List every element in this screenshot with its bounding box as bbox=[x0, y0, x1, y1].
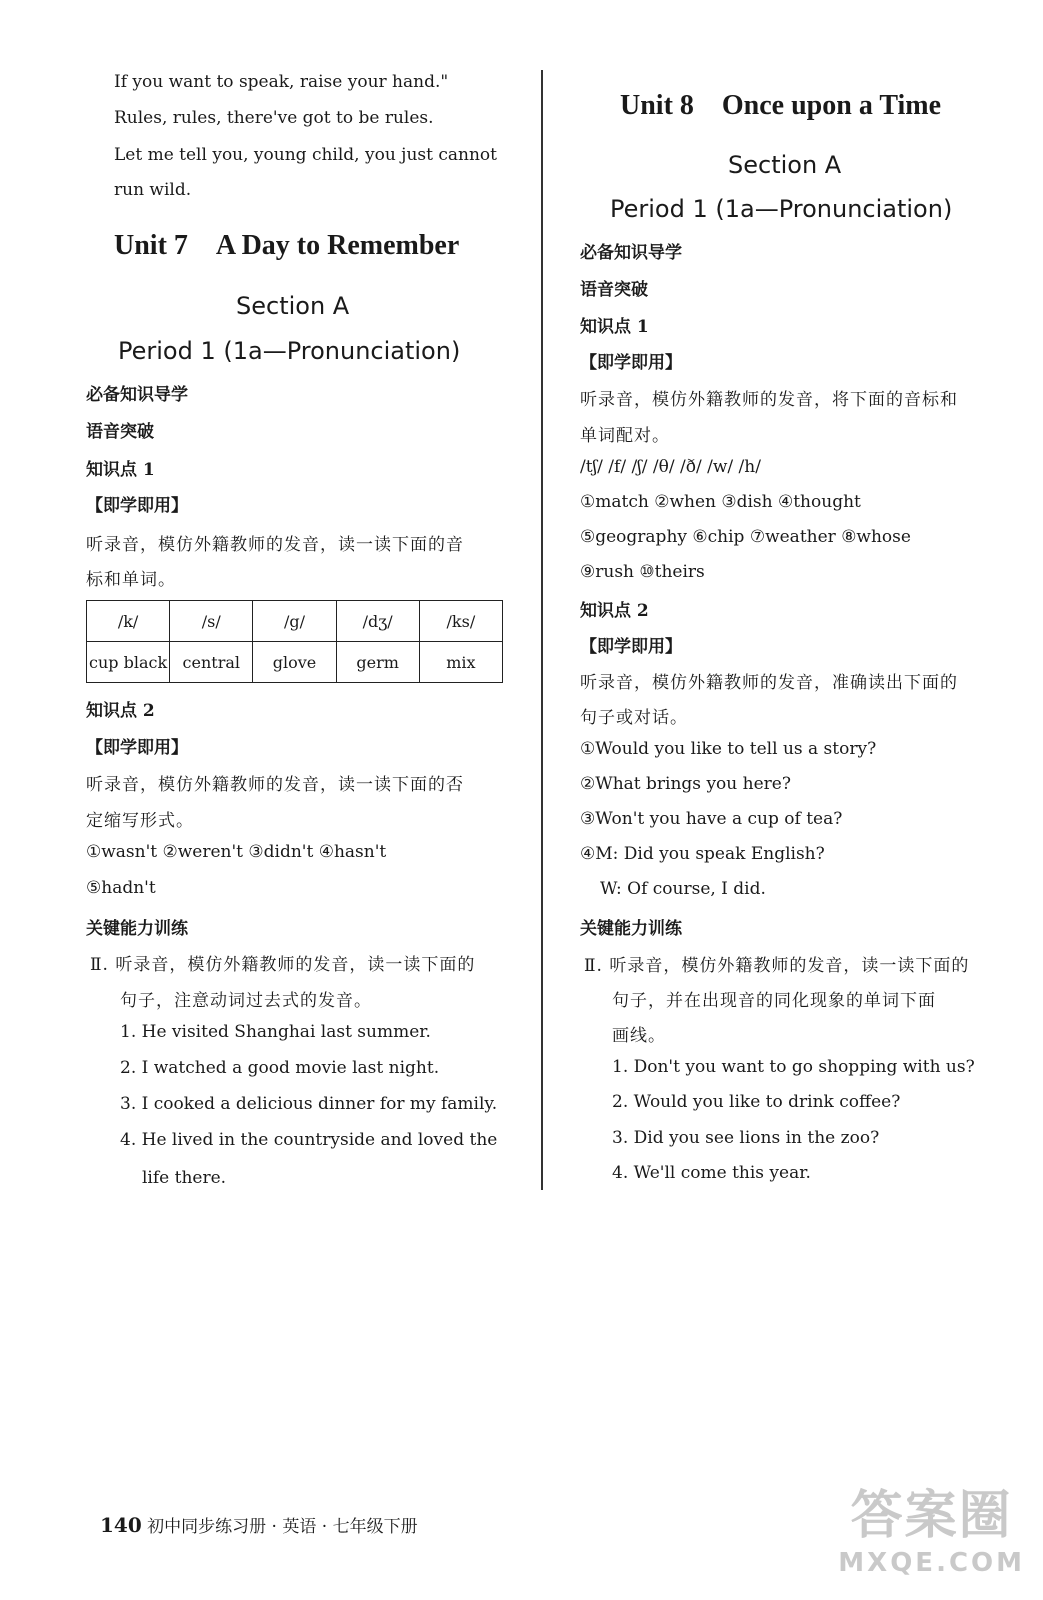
dialog-line: ①Would you like to tell us a story? bbox=[580, 739, 877, 759]
exercise-instruction: 句子，注意动词过去式的发音。 bbox=[120, 991, 372, 1011]
page-footer bbox=[100, 1512, 418, 1537]
exercise-instruction: Ⅱ. 听录音，模仿外籍教师的发音，读一读下面的 bbox=[584, 956, 970, 976]
learn-use-label: 【即学即用】 bbox=[580, 353, 682, 373]
instruction-line: 标和单词。 bbox=[86, 570, 176, 590]
intro-line: run wild. bbox=[114, 180, 192, 200]
instruction-line: 听录音，模仿外籍教师的发音，准确读出下面的 bbox=[580, 673, 958, 693]
learn-use-label: 【即学即用】 bbox=[86, 496, 188, 516]
phonetic-table bbox=[86, 600, 503, 683]
dialog-line: W: Of course, I did. bbox=[600, 879, 766, 899]
learn-use-label: 【即学即用】 bbox=[86, 738, 188, 758]
instruction-line: 听录音，模仿外籍教师的发音，将下面的音标和 bbox=[580, 390, 958, 410]
sentence: 1. He visited Shanghai last summer. bbox=[120, 1022, 431, 1042]
dialog-line: ③Won't you have a cup of tea? bbox=[580, 809, 843, 829]
table-cell: mix bbox=[419, 642, 502, 683]
guide-heading: 必备知识导学 bbox=[580, 243, 682, 263]
word-list: ⑤geography ⑥chip ⑦weather ⑧whose bbox=[580, 527, 911, 547]
section-title: Section A bbox=[728, 151, 842, 179]
instruction-line: 定缩写形式。 bbox=[86, 811, 194, 831]
dialog-line: ②What brings you here? bbox=[580, 774, 791, 794]
knowledge-point-2: 知识点 2 bbox=[580, 601, 649, 621]
sentence: 2. Would you like to drink coffee? bbox=[612, 1092, 901, 1112]
intro-line: If you want to speak, raise your hand." bbox=[114, 72, 449, 92]
sentence: 3. Did you see lions in the zoo? bbox=[612, 1128, 880, 1148]
sentence: 4. We'll come this year. bbox=[612, 1163, 811, 1183]
instruction-line: 听录音，模仿外籍教师的发音，读一读下面的否 bbox=[86, 775, 464, 795]
sentence: life there. bbox=[142, 1168, 227, 1188]
unit-heading bbox=[620, 90, 941, 122]
table-row bbox=[87, 601, 503, 642]
contractions-line: ①wasn't ②weren't ③didn't ④hasn't bbox=[86, 842, 387, 862]
phonetics-heading: 语音突破 bbox=[580, 280, 648, 300]
sentence: 4. He lived in the countryside and loved the bbox=[120, 1130, 498, 1150]
unit-title: A Day to Remember bbox=[215, 230, 460, 261]
guide-heading: 必备知识导学 bbox=[86, 385, 188, 405]
knowledge-point-1: 知识点 1 bbox=[580, 317, 649, 337]
sentence: 1. Don't you want to go shopping with us? bbox=[612, 1057, 975, 1077]
watermark-url: MXQE.COM bbox=[838, 1548, 1025, 1578]
section-title: Section A bbox=[236, 292, 350, 320]
unit-number: Unit 7 bbox=[114, 230, 188, 261]
table-cell: germ bbox=[336, 642, 419, 683]
watermark-text: 答案圈 bbox=[850, 1486, 1013, 1546]
intro-line: Let me tell you, young child, you just cannot bbox=[114, 145, 497, 165]
word-list: ⑨rush ⑩theirs bbox=[580, 562, 705, 582]
learn-use-label: 【即学即用】 bbox=[580, 637, 682, 657]
book-title: 初中同步练习册 · 英语 · 七年级下册 bbox=[147, 1517, 418, 1537]
knowledge-point-2: 知识点 2 bbox=[86, 701, 155, 721]
intro-line: Rules, rules, there've got to be rules. bbox=[114, 108, 434, 128]
sentence: 3. I cooked a delicious dinner for my family. bbox=[120, 1094, 498, 1114]
training-heading: 关键能力训练 bbox=[86, 919, 188, 939]
instruction-line: 句子或对话。 bbox=[580, 708, 688, 728]
table-cell: /k/ bbox=[87, 601, 170, 642]
word-list: ①match ②when ③dish ④thought bbox=[580, 492, 861, 512]
table-cell: central bbox=[170, 642, 253, 683]
table-cell: /s/ bbox=[170, 601, 253, 642]
table-row bbox=[87, 642, 503, 683]
sentence: 2. I watched a good movie last night. bbox=[120, 1058, 440, 1078]
exercise-instruction: 句子，并在出现音的同化现象的单词下面 bbox=[612, 991, 936, 1011]
column-divider bbox=[541, 70, 543, 1190]
period-title: Period 1 (1a—Pronunciation) bbox=[610, 195, 953, 223]
table-cell: glove bbox=[253, 642, 336, 683]
dialog-line: ④M: Did you speak English? bbox=[580, 844, 825, 864]
instruction-line: 单词配对。 bbox=[580, 426, 670, 446]
unit-title: Once upon a Time bbox=[721, 90, 942, 121]
watermark-logo bbox=[838, 1473, 1025, 1578]
exercise-instruction: Ⅱ. 听录音，模仿外籍教师的发音，读一读下面的 bbox=[90, 955, 476, 975]
table-cell: cup black bbox=[87, 642, 170, 683]
contractions-line: ⑤hadn't bbox=[86, 878, 156, 898]
table-cell: /ks/ bbox=[419, 601, 502, 642]
instruction-line: 听录音，模仿外籍教师的发音，读一读下面的音 bbox=[86, 535, 464, 555]
page-number: 140 bbox=[100, 1513, 142, 1537]
table-cell: /g/ bbox=[253, 601, 336, 642]
unit-heading bbox=[114, 230, 459, 262]
phonetics-heading: 语音突破 bbox=[86, 422, 154, 442]
training-heading: 关键能力训练 bbox=[580, 919, 682, 939]
unit-number: Unit 8 bbox=[620, 90, 694, 121]
knowledge-point-1: 知识点 1 bbox=[86, 460, 155, 480]
table-cell: /dʒ/ bbox=[336, 601, 419, 642]
phonetic-symbols: /tʃ/ /f/ /ʃ/ /θ/ /ð/ /w/ /h/ bbox=[580, 457, 761, 477]
exercise-instruction: 画线。 bbox=[612, 1026, 666, 1046]
period-title: Period 1 (1a—Pronunciation) bbox=[118, 337, 461, 365]
